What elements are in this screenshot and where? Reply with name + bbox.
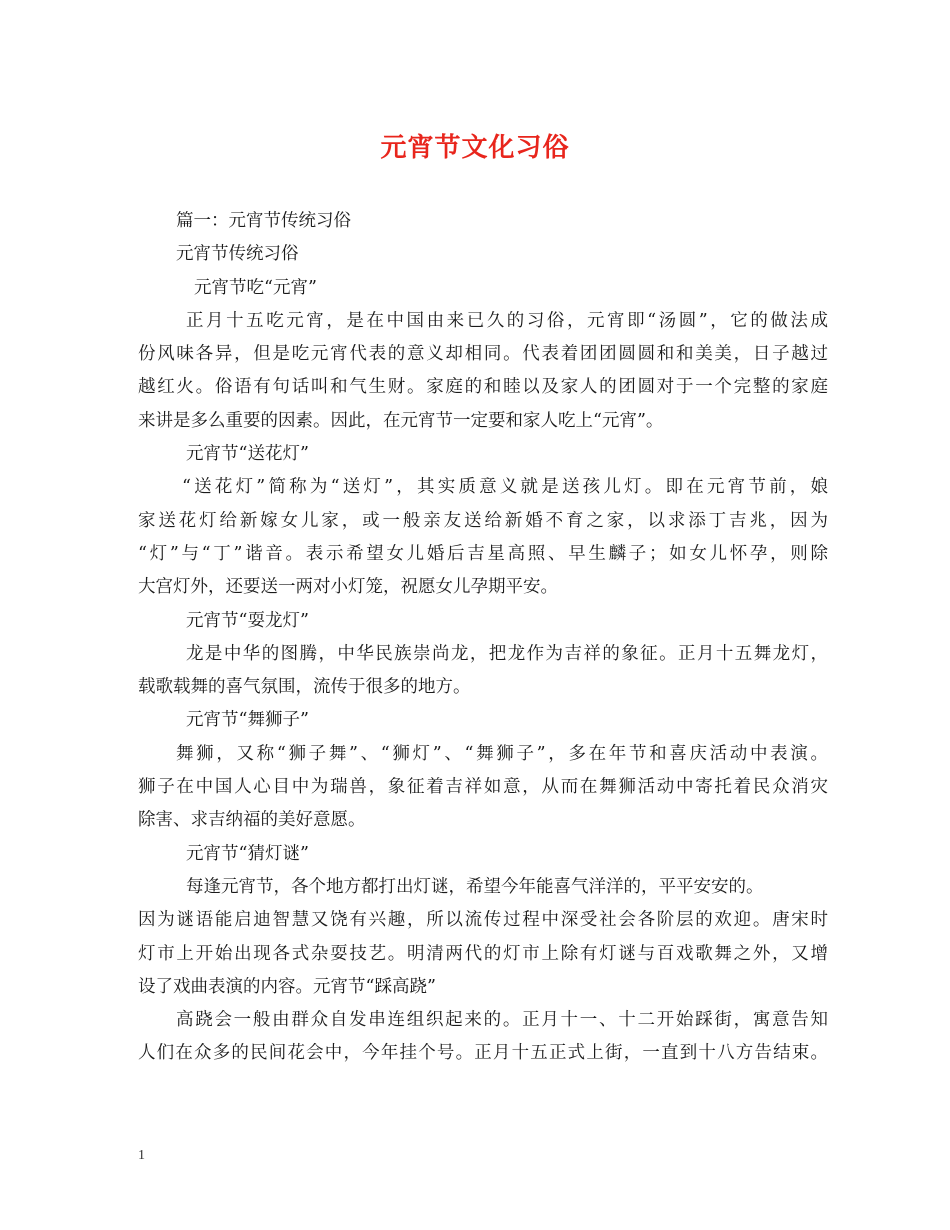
text-line: 元宵节“送花灯” <box>186 444 309 465</box>
text-line: 元宵节“耍龙灯” <box>186 610 309 631</box>
text-line: 人们在众多的民间花会中，今年挂个号。正月十五正式上街，一直到十八方告结束。 <box>138 1043 828 1064</box>
text-line: 元宵节传统习俗 <box>176 244 299 265</box>
text-line: 灯市上开始出现各式杂耍技艺。明清两代的灯市上除有灯谜与百戏歌舞之外，又增 <box>138 943 828 964</box>
document-title: 元宵节文化习俗 <box>380 133 570 163</box>
text-line: 载歌载舞的喜气氛围，流传于很多的地方。 <box>138 677 471 698</box>
text-line: 元宵节“舞狮子” <box>186 710 309 731</box>
text-line: 篇一：元宵节传统习俗 <box>176 211 351 231</box>
text-line: “灯”与“丁”谐音。表示希望女儿婚后吉星高照、早生麟子；如女儿怀孕，则除 <box>138 543 828 564</box>
text-line: 舞狮，又称“狮子舞”、“狮灯”、“舞狮子”，多在年节和喜庆活动中表演。 <box>176 743 828 764</box>
text-line: 高跷会一般由群众自发串连组织起来的。正月十一、十二开始踩街，寓意告知 <box>176 1010 828 1031</box>
text-line: 越红火。俗语有句话叫和气生财。家庭的和睦以及家人的团圆对于一个完整的家庭 <box>138 377 828 398</box>
text-line: 份风味各异，但是吃元宵代表的意义却相同。代表着团团圆圆和和美美，日子越过 <box>138 344 828 365</box>
text-line: 狮子在中国人心目中为瑞兽，象征着吉祥如意，从而在舞狮活动中寄托着民众消灾 <box>138 777 828 798</box>
text-line: 大宫灯外，还要送一两对小灯笼，祝愿女儿孕期平安。 <box>138 577 558 598</box>
text-line: 除害、求吉纳福的美好意愿。 <box>138 810 366 831</box>
page-number: 1 <box>138 1148 145 1163</box>
document-body <box>138 205 828 1071</box>
text-line: 家送花灯给新嫁女儿家，或一般亲友送给新婚不育之家，以求添丁吉兆，因为 <box>138 510 828 531</box>
text-line: 每逢元宵节，各个地方都打出灯谜，希望今年能喜气洋洋的，平平安安的。 <box>186 876 764 897</box>
text-line: 设了戏曲表演的内容。元宵节“踩高跷” <box>138 976 436 997</box>
text-line: 龙是中华的图腾，中华民族崇尚龙，把龙作为吉祥的象征。正月十五舞龙灯， <box>186 643 828 664</box>
text-line: 来讲是多么重要的因素。因此，在元宵节一定要和家人吃上“元宵”。 <box>138 410 664 431</box>
text-line: 元宵节吃“元宵” <box>194 277 317 298</box>
text-line: 因为谜语能启迪智慧又饶有兴趣，所以流传过程中深受社会各阶层的欢迎。唐宋时 <box>138 910 828 931</box>
text-line: 正月十五吃元宵，是在中国由来已久的习俗，元宵即“汤圆”，它的做法成 <box>186 310 828 331</box>
text-line: 元宵节“猜灯谜” <box>186 843 309 864</box>
text-line: “送花灯”简称为“送灯”，其实质意义就是送孩儿灯。即在元宵节前，娘 <box>182 477 828 498</box>
